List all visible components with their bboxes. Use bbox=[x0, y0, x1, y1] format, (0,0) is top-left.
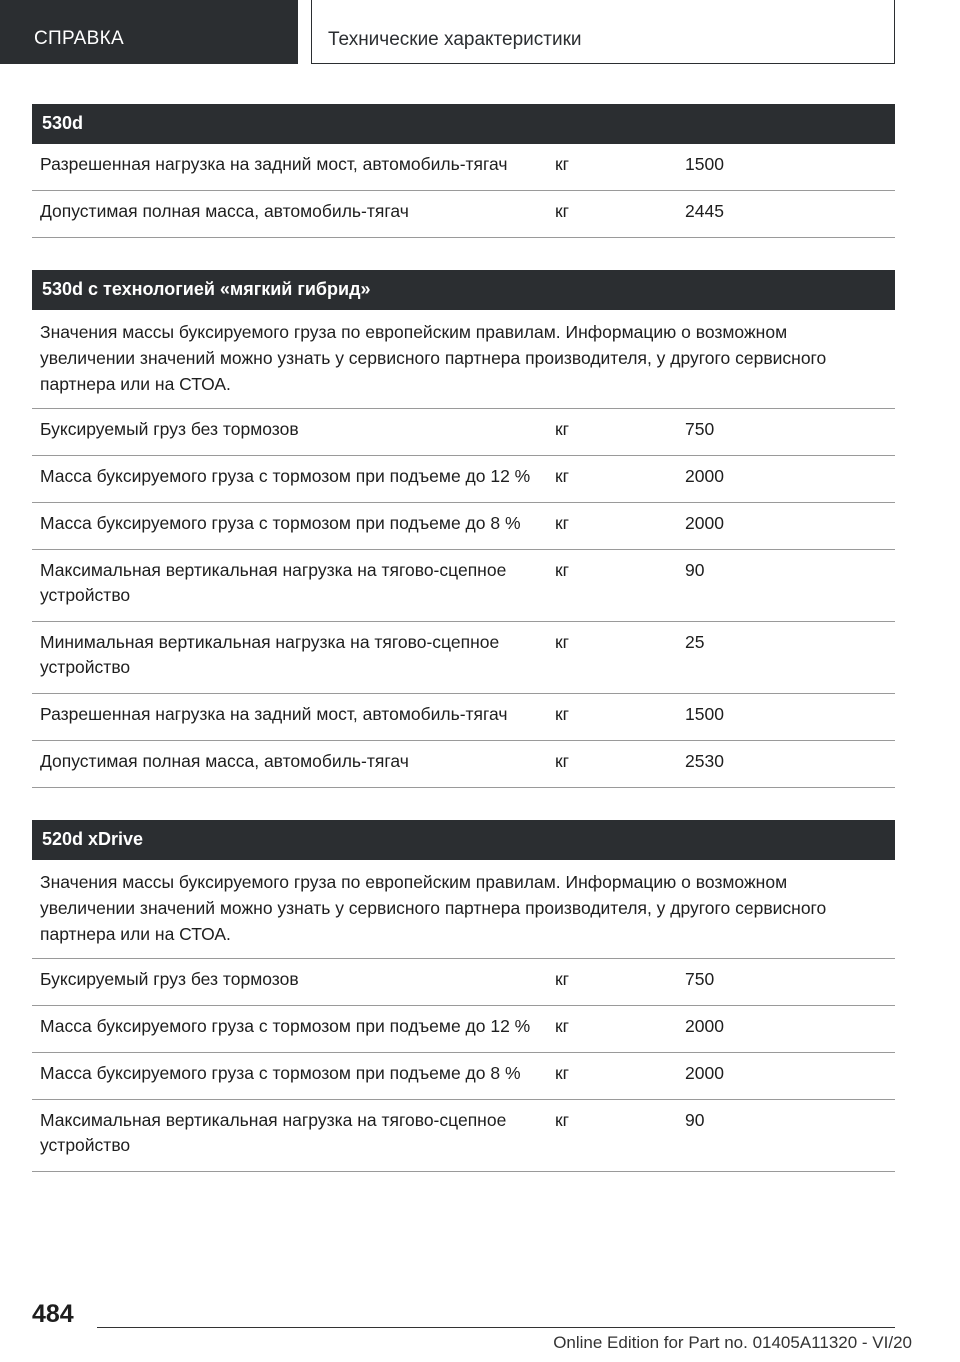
row-unit: кг bbox=[555, 466, 570, 486]
spec-content bbox=[32, 104, 895, 1204]
table-row bbox=[32, 1006, 895, 1053]
table-row bbox=[32, 550, 895, 622]
header-section-tab bbox=[0, 0, 298, 64]
row-unit: кг bbox=[555, 513, 570, 533]
row-unit: кг bbox=[555, 419, 570, 439]
row-value: 2000 bbox=[685, 1063, 724, 1083]
row-value: 2000 bbox=[685, 1016, 724, 1036]
row-unit: кг bbox=[555, 632, 570, 652]
row-unit: кг bbox=[555, 704, 570, 724]
row-unit: кг bbox=[555, 969, 570, 989]
section-title: 530d bbox=[32, 104, 895, 144]
row-value: 90 bbox=[685, 560, 705, 580]
header-chapter-label: Технические характеристики bbox=[328, 29, 582, 50]
table-row bbox=[32, 622, 895, 694]
table-row bbox=[32, 409, 895, 456]
row-label: Разрешенная нагрузка на задний мост, автомобиль-тягач bbox=[40, 704, 508, 724]
row-label: Максимальная вертикальная нагрузка на тягово-сцепное устройство bbox=[40, 560, 507, 605]
spec-section-530d bbox=[32, 104, 895, 238]
table-row bbox=[32, 503, 895, 550]
table-row bbox=[32, 959, 895, 1006]
row-value: 750 bbox=[685, 419, 715, 439]
row-label: Допустимая полная масса, автомобиль-тягач bbox=[40, 201, 409, 221]
table-row bbox=[32, 191, 895, 238]
row-label: Допустимая полная масса, автомобиль-тягач bbox=[40, 751, 409, 771]
row-value: 2000 bbox=[685, 466, 724, 486]
row-label: Минимальная вертикальная нагрузка на тягово-сцепное устройство bbox=[40, 632, 500, 677]
row-label: Разрешенная нагрузка на задний мост, автомобиль-тягач bbox=[40, 154, 508, 174]
section-note: Значения массы буксируемого груза по европейским правилам. Информацию о возможном увеличении значений можно узнать у сервисного партнера производителя, у другого сервисного партнера или на СТОА. bbox=[32, 310, 895, 409]
row-unit: кг bbox=[555, 751, 570, 771]
row-unit: кг bbox=[555, 201, 570, 221]
table-row bbox=[32, 1053, 895, 1100]
row-value: 2445 bbox=[685, 201, 724, 221]
row-unit: кг bbox=[555, 560, 570, 580]
row-label: Буксируемый груз без тормозов bbox=[40, 419, 299, 439]
footer-divider bbox=[97, 1327, 895, 1328]
row-value: 2530 bbox=[685, 751, 724, 771]
row-value: 25 bbox=[685, 632, 705, 652]
table-row bbox=[32, 694, 895, 741]
row-unit: кг bbox=[555, 1016, 570, 1036]
header-chapter-tab bbox=[311, 0, 895, 64]
row-value: 2000 bbox=[685, 513, 724, 533]
row-label: Масса буксируемого груза с тормозом при подъеме до 8 % bbox=[40, 513, 521, 533]
row-value: 750 bbox=[685, 969, 715, 989]
row-value: 90 bbox=[685, 1110, 705, 1130]
footer-edition-link[interactable]: Online Edition for Part no. 01405A11320 - VI/20 bbox=[553, 1333, 912, 1352]
section-note: Значения массы буксируемого груза по европейским правилам. Информацию о возможном увеличении значений можно узнать у сервисного партнера производителя, у другого сервисного партнера или на СТОА. bbox=[32, 860, 895, 959]
section-title: 520d xDrive bbox=[32, 820, 895, 860]
table-row bbox=[32, 1100, 895, 1172]
row-label: Масса буксируемого груза с тормозом при подъеме до 12 % bbox=[40, 466, 531, 486]
section-title: 530d с технологией «мягкий гибрид» bbox=[32, 270, 895, 310]
row-value: 1500 bbox=[685, 154, 724, 174]
table-row bbox=[32, 741, 895, 788]
row-unit: кг bbox=[555, 1063, 570, 1083]
row-unit: кг bbox=[555, 1110, 570, 1130]
row-label: Максимальная вертикальная нагрузка на тягово-сцепное устройство bbox=[40, 1110, 507, 1155]
row-label: Масса буксируемого груза с тормозом при подъеме до 12 % bbox=[40, 1016, 531, 1036]
row-label: Масса буксируемого груза с тормозом при подъеме до 8 % bbox=[40, 1063, 521, 1083]
spec-section-530d-mild-hybrid bbox=[32, 270, 895, 788]
page-number: 484 bbox=[32, 1300, 74, 1328]
row-unit: кг bbox=[555, 154, 570, 174]
row-value: 1500 bbox=[685, 704, 724, 724]
table-row bbox=[32, 456, 895, 503]
header-section-label: СПРАВКА bbox=[34, 28, 124, 49]
row-label: Буксируемый груз без тормозов bbox=[40, 969, 299, 989]
spec-section-520d-xdrive bbox=[32, 820, 895, 1172]
table-row bbox=[32, 144, 895, 191]
